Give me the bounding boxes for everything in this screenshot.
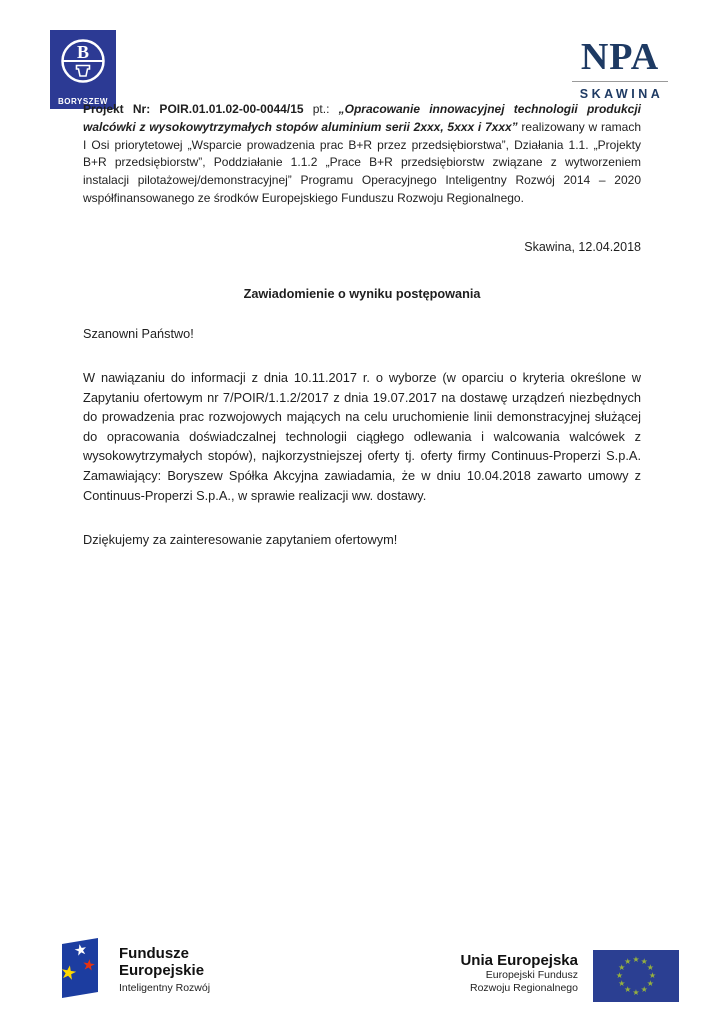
eu-star-icon: ★ [632, 987, 640, 997]
red-star-icon: ★ [80, 956, 97, 975]
fe-logo-line2: Europejskie [119, 961, 205, 979]
yellow-star-icon: ★ [58, 961, 79, 986]
eu-star-icon: ★ [648, 971, 657, 980]
project-header-run: realizowany w ramach I Osi priorytetowej „Wsparcie prowadzenia prac B+R przez przedsiębiorstwa”, Działania 1.1. „Projekty B+R przedsiębiorstw”, Poddziałanie 1.1.2 „Prace B+R przedsiębiorstw związane z wytworzeniem instalacji pilotażowej/demonstracyjnej” Programu Operacyjnego Inteligentny Rozwój 2014 – 2020 współfinansowanego ze środków Europejskiego Funduszu Rozwoju Regionalnego. [83, 119, 641, 205]
eu-logo-line2: Europejski Fundusz [485, 969, 578, 981]
eu-star-icon: ★ [618, 979, 626, 989]
eu-star-icon: ★ [646, 979, 654, 989]
greeting-line: Szanowni Państwo! [83, 327, 194, 341]
eu-star-icon: ★ [632, 954, 640, 964]
fe-logo-line3: Inteligentny Rozwój [119, 982, 211, 994]
eu-logo-line3: Rozwoju Regionalnego [470, 981, 578, 994]
project-number: Projekt Nr: POIR.01.01.02-00-0044/15 [83, 102, 313, 116]
eu-star-icon: ★ [640, 956, 648, 966]
svg-text:B: B [76, 42, 90, 62]
letter-body-paragraph: W nawiązaniu do informacji z dnia 10.11.2017 r. o wyborze (w oparciu o kryteria określone w Zapytaniu ofertowym nr 7/POIR/1.1.2/2017 z dnia 19.07.2017 na dostawę urządzeń niezbędnych do prowadzenia prac rozwojowych mających na celu uruchomienie linii demonstracyjnej służącej do opracowania doświadczalnej technologii ciągłego odlewania i walcowania walcówek z wysokowytrzymałych stopów), najkorzystniejszej oferty tj. oferty firmy Continuus-Properzi S.p.A. Zamawiający: Boryszew Spółka Akcyjna zawiadamia, że w dniu 10.04.2018 zawarto umowy z Continuus-Properzi S.p.A., w sprawie realizacji ww. dostawy. [83, 370, 641, 503]
eu-flag-icon [593, 950, 679, 1002]
white-star-icon: ★ [72, 940, 90, 961]
eu-logo-line1: Unia Europejska [460, 952, 578, 969]
fundusze-europejskie-logo [58, 938, 211, 1000]
closing-line: Dziękujemy za zainteresowanie zapytaniem ofertowym! [83, 532, 398, 547]
eu-star-icon: ★ [640, 985, 648, 995]
boryszew-crest-icon [59, 37, 107, 85]
npa-skawina-logo [568, 38, 672, 101]
eu-star-icon: ★ [618, 962, 626, 972]
npa-logo-text: NPA [580, 36, 660, 78]
project-header-run: pt.: [312, 102, 339, 116]
boryszew-logo [50, 30, 116, 109]
npa-logo-subtext: SKAWINA [579, 87, 664, 101]
letter-title: Zawiadomienie o wyniku postępowania [243, 287, 481, 301]
boryszew-logo-text: BORYSZEW [58, 97, 108, 106]
fe-flag-icon [58, 938, 106, 1000]
eu-star-icon: ★ [615, 971, 624, 980]
project-header-paragraph [83, 101, 641, 208]
eu-star-icon: ★ [624, 985, 632, 995]
npa-logo-divider [572, 81, 668, 82]
eu-star-icon: ★ [646, 962, 654, 972]
fe-logo-line1: Fundusze [119, 945, 189, 962]
eu-star-icon: ★ [624, 956, 632, 966]
place-date-line: Skawina, 12.04.2018 [524, 240, 641, 254]
project-title-quote: „Opracowanie innowacyjnej technologii produkcji walcówki z wysokowytrzymałych stopów aluminium serii 2xxx, 5xxx i 7xxx” [83, 102, 641, 134]
